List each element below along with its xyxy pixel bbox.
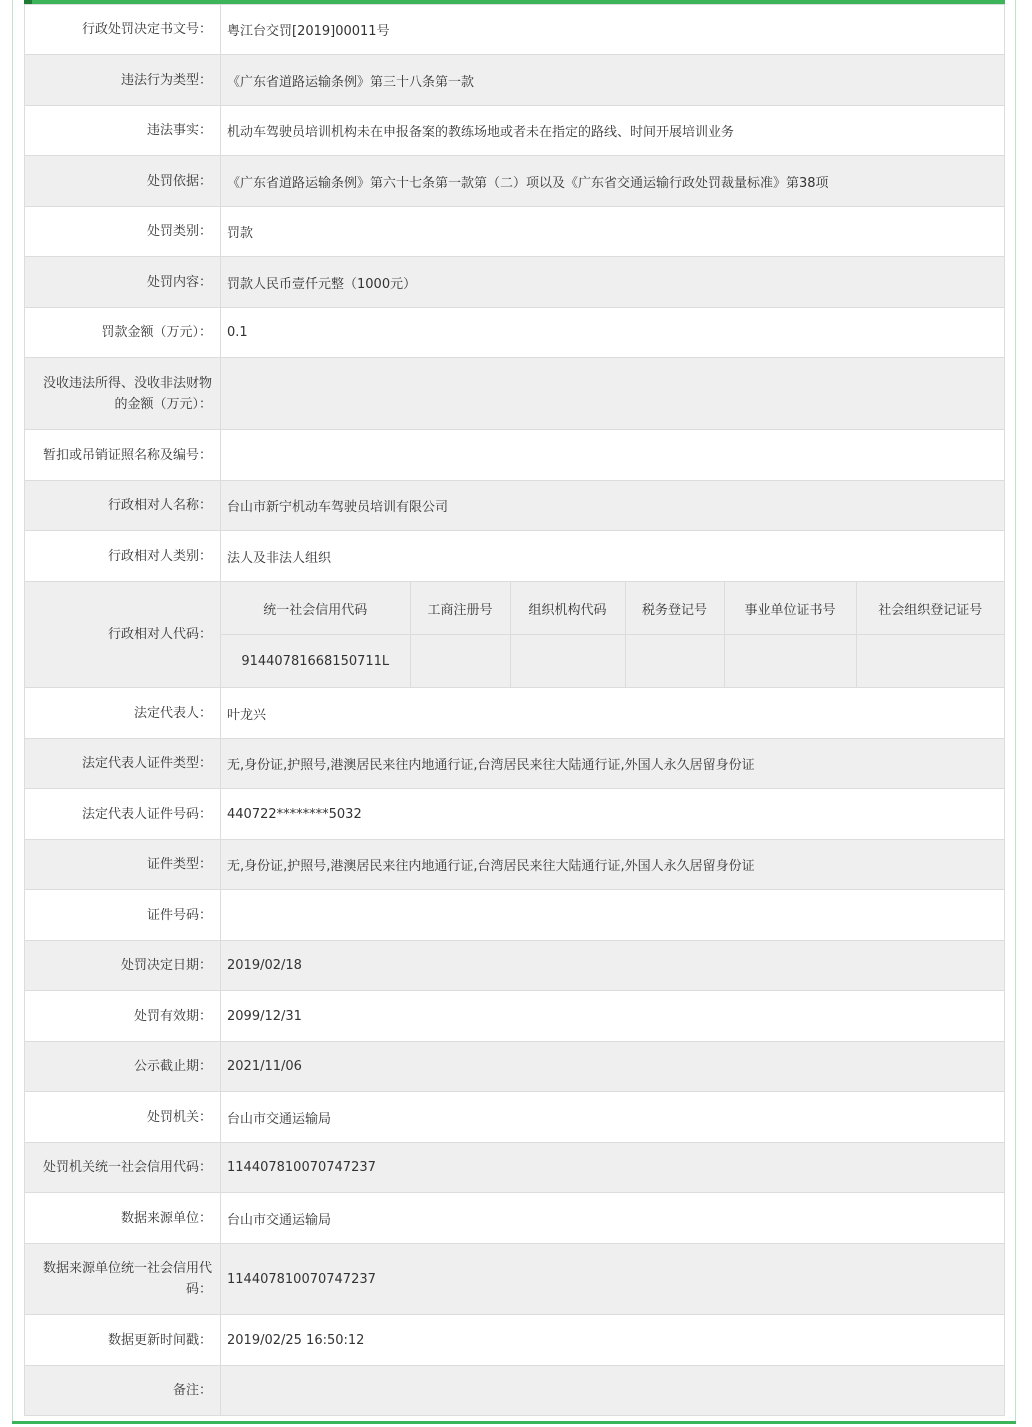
row-value: 机动车驾驶员培训机构未在申报备案的教练场地或者未在指定的路线、时间开展培训业务 xyxy=(221,106,1005,156)
row-value xyxy=(221,1366,1005,1416)
row-value: 2021/11/06 xyxy=(221,1042,1005,1092)
row-value: 台山市新宁机动车驾驶员培训有限公司 xyxy=(221,481,1005,531)
code-header-row xyxy=(221,582,1004,635)
code-row xyxy=(25,582,1005,688)
row-value: 无,身份证,护照号,港澳居民来往内地通行证,台湾居民来往大陆通行证,外国人永久居留身份证 xyxy=(221,739,1005,789)
table-row xyxy=(25,688,1005,739)
row-label: 公示截止期： xyxy=(25,1042,221,1092)
row-value: 无,身份证,护照号,港澳居民来往内地通行证,台湾居民来往大陆通行证,外国人永久居留身份证 xyxy=(221,840,1005,890)
row-value: 114407810070747237 xyxy=(221,1244,1005,1315)
row-value: 法人及非法人组织 xyxy=(221,531,1005,582)
row-label: 处罚决定日期： xyxy=(25,941,221,991)
code-value xyxy=(856,635,1004,688)
table-row xyxy=(25,358,1005,430)
table-row xyxy=(25,789,1005,840)
row-label: 证件号码： xyxy=(25,890,221,941)
row-label: 数据来源单位： xyxy=(25,1193,221,1244)
table-row xyxy=(25,1193,1005,1244)
table-row xyxy=(25,1143,1005,1193)
code-header: 事业单位证书号 xyxy=(724,582,856,635)
code-header: 社会组织登记证号 xyxy=(856,582,1004,635)
row-value: 114407810070747237 xyxy=(221,1143,1005,1193)
penalty-detail-table xyxy=(24,4,1005,1416)
row-value: 罚款人民币壹仟元整（1000元） xyxy=(221,257,1005,308)
row-label: 违法事实： xyxy=(25,106,221,156)
row-value: 台山市交通运输局 xyxy=(221,1193,1005,1244)
row-label: 没收违法所得、没收非法财物的金额（万元）： xyxy=(25,358,221,430)
row-value: 叶龙兴 xyxy=(221,688,1005,739)
code-value-row xyxy=(221,635,1004,688)
code-table xyxy=(221,582,1004,687)
row-label: 数据更新时间戳： xyxy=(25,1315,221,1366)
row-label: 处罚内容： xyxy=(25,257,221,308)
row-label: 备注： xyxy=(25,1366,221,1416)
table-row xyxy=(25,257,1005,308)
table-row xyxy=(25,207,1005,257)
table-row xyxy=(25,5,1005,55)
table-row xyxy=(25,1244,1005,1315)
code-value: 91440781668150711L xyxy=(221,635,410,688)
row-value: 《广东省道路运输条例》第三十八条第一款 xyxy=(221,55,1005,106)
code-value xyxy=(410,635,510,688)
row-label: 行政处罚决定书文号： xyxy=(25,5,221,55)
code-value xyxy=(724,635,856,688)
table-row xyxy=(25,308,1005,358)
table-row xyxy=(25,106,1005,156)
bottom-accent-bar xyxy=(12,1421,1016,1424)
row-value xyxy=(221,358,1005,430)
row-value: 《广东省道路运输条例》第六十七条第一款第（二）项以及《广东省交通运输行政处罚裁量标准》第38项 xyxy=(221,156,1005,207)
row-label: 行政相对人名称： xyxy=(25,481,221,531)
table-row xyxy=(25,1042,1005,1092)
row-label: 暂扣或吊销证照名称及编号： xyxy=(25,430,221,481)
code-header: 税务登记号 xyxy=(625,582,724,635)
row-label: 违法行为类型： xyxy=(25,55,221,106)
row-label: 法定代表人证件号码： xyxy=(25,789,221,840)
code-value xyxy=(510,635,625,688)
row-value: 台山市交通运输局 xyxy=(221,1092,1005,1143)
code-value xyxy=(625,635,724,688)
table-row xyxy=(25,739,1005,789)
row-value: 0.1 xyxy=(221,308,1005,358)
table-row xyxy=(25,1092,1005,1143)
table-row xyxy=(25,941,1005,991)
table-row xyxy=(25,1366,1005,1416)
table-row xyxy=(25,531,1005,582)
row-value: 罚款 xyxy=(221,207,1005,257)
row-value: 440722********5032 xyxy=(221,789,1005,840)
row-value: 2019/02/25 16:50:12 xyxy=(221,1315,1005,1366)
table-row xyxy=(25,156,1005,207)
row-label: 处罚类别： xyxy=(25,207,221,257)
code-header: 统一社会信用代码 xyxy=(221,582,410,635)
row-label: 处罚依据： xyxy=(25,156,221,207)
row-label: 行政相对人代码： xyxy=(25,582,221,688)
table-row xyxy=(25,991,1005,1042)
table-row xyxy=(25,840,1005,890)
row-label: 处罚机关： xyxy=(25,1092,221,1143)
table-row xyxy=(25,55,1005,106)
row-label: 证件类型： xyxy=(25,840,221,890)
row-value xyxy=(221,890,1005,941)
row-label: 行政相对人类别： xyxy=(25,531,221,582)
row-label: 法定代表人： xyxy=(25,688,221,739)
code-cell xyxy=(221,582,1005,688)
row-label: 处罚有效期： xyxy=(25,991,221,1042)
code-header: 工商注册号 xyxy=(410,582,510,635)
row-label: 罚款金额（万元）： xyxy=(25,308,221,358)
table-row xyxy=(25,890,1005,941)
row-value: 2019/02/18 xyxy=(221,941,1005,991)
row-label: 法定代表人证件类型： xyxy=(25,739,221,789)
row-label: 数据来源单位统一社会信用代码： xyxy=(25,1244,221,1315)
code-header: 组织机构代码 xyxy=(510,582,625,635)
table-row xyxy=(25,1315,1005,1366)
table-row xyxy=(25,430,1005,481)
row-label: 处罚机关统一社会信用代码： xyxy=(25,1143,221,1193)
row-value xyxy=(221,430,1005,481)
row-value: 2099/12/31 xyxy=(221,991,1005,1042)
table-row xyxy=(25,481,1005,531)
row-value: 粤江台交罚[2019]00011号 xyxy=(221,5,1005,55)
